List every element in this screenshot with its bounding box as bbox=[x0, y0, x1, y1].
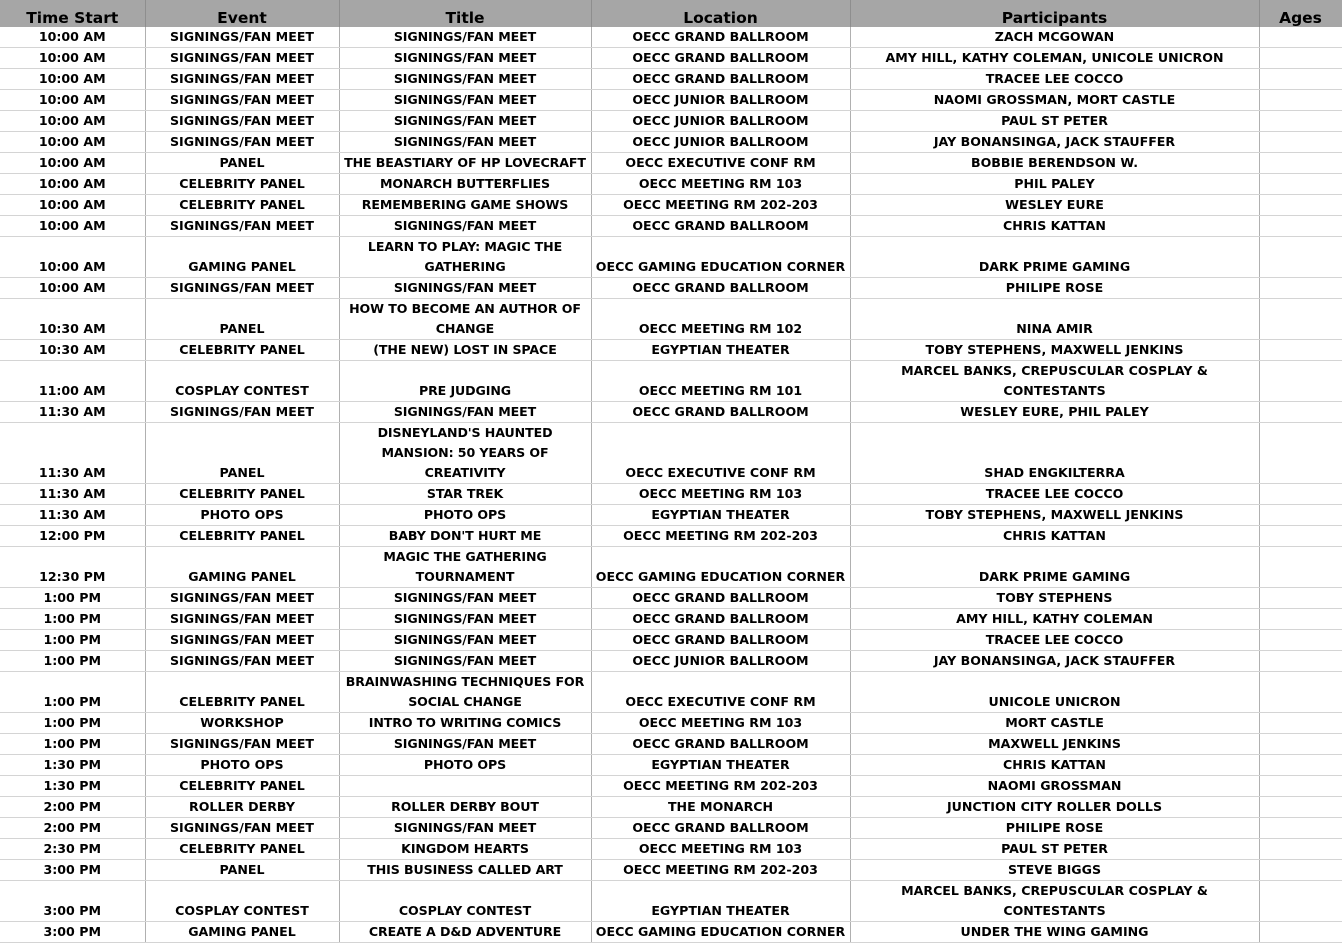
location-cell[interactable]: OECC MEETING RM 101 bbox=[591, 361, 850, 402]
location-cell[interactable]: OECC GAMING EDUCATION CORNER bbox=[591, 547, 850, 588]
location-cell[interactable]: OECC GRAND BALLROOM bbox=[591, 69, 850, 90]
participants-cell[interactable]: WESLEY EURE, PHIL PALEY bbox=[850, 402, 1259, 423]
participants-cell[interactable]: JAY BONANSINGA, JACK STAUFFER bbox=[850, 651, 1259, 672]
time-cell[interactable]: 1:00 PM bbox=[0, 713, 145, 734]
title-cell[interactable]: SIGNINGS/FAN MEET bbox=[339, 278, 591, 299]
location-cell[interactable]: OECC EXECUTIVE CONF RM bbox=[591, 153, 850, 174]
participants-cell[interactable]: MARCEL BANKS, CREPUSCULAR COSPLAY & CONTESTANTS bbox=[850, 361, 1259, 402]
title-cell[interactable]: SIGNINGS/FAN MEET bbox=[339, 609, 591, 630]
participants-cell[interactable]: TRACEE LEE COCCO bbox=[850, 484, 1259, 505]
table-row bbox=[0, 609, 1342, 630]
ages-cell[interactable] bbox=[1259, 526, 1342, 547]
time-cell[interactable]: 10:00 AM bbox=[0, 278, 145, 299]
participants-cell[interactable]: TRACEE LEE COCCO bbox=[850, 630, 1259, 651]
ages-cell[interactable] bbox=[1259, 402, 1342, 423]
col-header-title[interactable]: Title bbox=[339, 0, 591, 27]
event-cell[interactable]: SIGNINGS/FAN MEET bbox=[145, 216, 339, 237]
title-cell[interactable]: STAR TREK bbox=[339, 484, 591, 505]
location-cell[interactable]: OECC JUNIOR BALLROOM bbox=[591, 90, 850, 111]
event-cell[interactable]: SIGNINGS/FAN MEET bbox=[145, 111, 339, 132]
time-cell[interactable]: 10:00 AM bbox=[0, 237, 145, 278]
table-row bbox=[0, 278, 1342, 299]
event-cell[interactable]: SIGNINGS/FAN MEET bbox=[145, 609, 339, 630]
event-cell[interactable]: SIGNINGS/FAN MEET bbox=[145, 69, 339, 90]
time-cell[interactable]: 10:30 AM bbox=[0, 340, 145, 361]
time-cell[interactable]: 10:00 AM bbox=[0, 90, 145, 111]
table-row bbox=[0, 860, 1342, 881]
time-cell[interactable]: 1:00 PM bbox=[0, 630, 145, 651]
title-cell[interactable]: SIGNINGS/FAN MEET bbox=[339, 651, 591, 672]
title-cell[interactable]: (THE NEW) LOST IN SPACE bbox=[339, 340, 591, 361]
title-cell[interactable]: SIGNINGS/FAN MEET bbox=[339, 588, 591, 609]
ages-cell[interactable] bbox=[1259, 547, 1342, 588]
time-cell[interactable]: 1:00 PM bbox=[0, 734, 145, 755]
title-cell[interactable]: SIGNINGS/FAN MEET bbox=[339, 818, 591, 839]
title-cell[interactable]: SIGNINGS/FAN MEET bbox=[339, 27, 591, 48]
participants-cell[interactable]: PHILIPE ROSE bbox=[850, 278, 1259, 299]
ages-cell[interactable] bbox=[1259, 713, 1342, 734]
table-row bbox=[0, 651, 1342, 672]
location-cell[interactable]: OECC JUNIOR BALLROOM bbox=[591, 132, 850, 153]
event-cell[interactable]: GAMING PANEL bbox=[145, 547, 339, 588]
ages-cell[interactable] bbox=[1259, 922, 1342, 943]
participants-cell[interactable]: WESLEY EURE bbox=[850, 195, 1259, 216]
table-row bbox=[0, 776, 1342, 797]
title-cell[interactable]: HOW TO BECOME AN AUTHOR OF CHANGE bbox=[339, 299, 591, 340]
participants-cell[interactable]: NAOMI GROSSMAN bbox=[850, 776, 1259, 797]
table-row bbox=[0, 734, 1342, 755]
title-cell[interactable]: ROLLER DERBY BOUT bbox=[339, 797, 591, 818]
location-cell[interactable]: OECC EXECUTIVE CONF RM bbox=[591, 672, 850, 713]
participants-cell[interactable]: PAUL ST PETER bbox=[850, 111, 1259, 132]
location-cell[interactable]: EGYPTIAN THEATER bbox=[591, 505, 850, 526]
ages-cell[interactable] bbox=[1259, 361, 1342, 402]
time-cell[interactable]: 1:00 PM bbox=[0, 588, 145, 609]
participants-cell[interactable]: UNDER THE WING GAMING bbox=[850, 922, 1259, 943]
ages-cell[interactable] bbox=[1259, 839, 1342, 860]
col-header-location[interactable]: Location bbox=[591, 0, 850, 27]
time-cell[interactable]: 3:00 PM bbox=[0, 860, 145, 881]
table-row bbox=[0, 713, 1342, 734]
event-cell[interactable]: SIGNINGS/FAN MEET bbox=[145, 402, 339, 423]
event-cell[interactable]: SIGNINGS/FAN MEET bbox=[145, 630, 339, 651]
title-cell[interactable]: CREATE A D&D ADVENTURE bbox=[339, 922, 591, 943]
event-cell[interactable]: SIGNINGS/FAN MEET bbox=[145, 27, 339, 48]
time-cell[interactable]: 1:00 PM bbox=[0, 651, 145, 672]
title-cell[interactable]: SIGNINGS/FAN MEET bbox=[339, 69, 591, 90]
event-cell[interactable]: COSPLAY CONTEST bbox=[145, 361, 339, 402]
title-cell[interactable]: MONARCH BUTTERFLIES bbox=[339, 174, 591, 195]
table-row bbox=[0, 630, 1342, 651]
event-cell[interactable]: SIGNINGS/FAN MEET bbox=[145, 651, 339, 672]
title-cell[interactable]: PHOTO OPS bbox=[339, 755, 591, 776]
event-cell[interactable]: SIGNINGS/FAN MEET bbox=[145, 588, 339, 609]
event-cell[interactable]: CELEBRITY PANEL bbox=[145, 195, 339, 216]
title-cell[interactable]: SIGNINGS/FAN MEET bbox=[339, 734, 591, 755]
participants-cell[interactable]: CHRIS KATTAN bbox=[850, 755, 1259, 776]
table-row bbox=[0, 90, 1342, 111]
time-cell[interactable]: 1:30 PM bbox=[0, 776, 145, 797]
event-cell[interactable]: GAMING PANEL bbox=[145, 237, 339, 278]
title-cell[interactable]: SIGNINGS/FAN MEET bbox=[339, 630, 591, 651]
participants-cell[interactable]: PAUL ST PETER bbox=[850, 839, 1259, 860]
table-row bbox=[0, 340, 1342, 361]
table-row bbox=[0, 797, 1342, 818]
ages-cell[interactable] bbox=[1259, 48, 1342, 69]
event-cell[interactable]: PANEL bbox=[145, 423, 339, 484]
ages-cell[interactable] bbox=[1259, 90, 1342, 111]
event-cell[interactable]: SIGNINGS/FAN MEET bbox=[145, 48, 339, 69]
col-header-event[interactable]: Event bbox=[145, 0, 339, 27]
title-cell[interactable]: PRE JUDGING bbox=[339, 361, 591, 402]
ages-cell[interactable] bbox=[1259, 776, 1342, 797]
event-cell[interactable]: PANEL bbox=[145, 153, 339, 174]
ages-cell[interactable] bbox=[1259, 111, 1342, 132]
participants-cell[interactable]: CHRIS KATTAN bbox=[850, 526, 1259, 547]
ages-cell[interactable] bbox=[1259, 153, 1342, 174]
table-row bbox=[0, 299, 1342, 340]
title-cell[interactable]: MAGIC THE GATHERING TOURNAMENT bbox=[339, 547, 591, 588]
title-cell[interactable]: THE BEASTIARY OF HP LOVECRAFT bbox=[339, 153, 591, 174]
schedule-rows bbox=[0, 27, 1342, 943]
table-row bbox=[0, 153, 1342, 174]
event-cell[interactable]: ROLLER DERBY bbox=[145, 797, 339, 818]
ages-cell[interactable] bbox=[1259, 423, 1342, 484]
event-cell[interactable]: CELEBRITY PANEL bbox=[145, 776, 339, 797]
location-cell[interactable]: EGYPTIAN THEATER bbox=[591, 755, 850, 776]
time-cell[interactable]: 1:30 PM bbox=[0, 755, 145, 776]
ages-cell[interactable] bbox=[1259, 505, 1342, 526]
ages-cell[interactable] bbox=[1259, 755, 1342, 776]
time-cell[interactable]: 10:00 AM bbox=[0, 195, 145, 216]
ages-cell[interactable] bbox=[1259, 797, 1342, 818]
ages-cell[interactable] bbox=[1259, 672, 1342, 713]
table-row bbox=[0, 216, 1342, 237]
time-cell[interactable]: 10:00 AM bbox=[0, 153, 145, 174]
location-cell[interactable]: OECC EXECUTIVE CONF RM bbox=[591, 423, 850, 484]
table-row bbox=[0, 237, 1342, 278]
time-cell[interactable]: 11:00 AM bbox=[0, 361, 145, 402]
table-row bbox=[0, 818, 1342, 839]
title-cell[interactable]: LEARN TO PLAY: MAGIC THE GATHERING bbox=[339, 237, 591, 278]
ages-cell[interactable] bbox=[1259, 174, 1342, 195]
table-row bbox=[0, 526, 1342, 547]
table-row bbox=[0, 839, 1342, 860]
participants-cell[interactable]: TOBY STEPHENS, MAXWELL JENKINS bbox=[850, 505, 1259, 526]
time-cell[interactable]: 3:00 PM bbox=[0, 922, 145, 943]
table-row bbox=[0, 588, 1342, 609]
table-row bbox=[0, 111, 1342, 132]
participants-cell[interactable]: AMY HILL, KATHY COLEMAN bbox=[850, 609, 1259, 630]
time-cell[interactable]: 3:00 PM bbox=[0, 881, 145, 922]
time-cell[interactable]: 2:00 PM bbox=[0, 818, 145, 839]
participants-cell[interactable]: ZACH MCGOWAN bbox=[850, 27, 1259, 48]
event-cell[interactable]: CELEBRITY PANEL bbox=[145, 340, 339, 361]
title-cell[interactable]: BABY DON'T HURT ME bbox=[339, 526, 591, 547]
location-cell[interactable]: OECC GAMING EDUCATION CORNER bbox=[591, 237, 850, 278]
ages-cell[interactable] bbox=[1259, 299, 1342, 340]
time-cell[interactable]: 10:00 AM bbox=[0, 69, 145, 90]
participants-cell[interactable]: TRACEE LEE COCCO bbox=[850, 69, 1259, 90]
table-row bbox=[0, 755, 1342, 776]
participants-cell[interactable]: MORT CASTLE bbox=[850, 713, 1259, 734]
participants-cell[interactable]: MARCEL BANKS, CREPUSCULAR COSPLAY & CONTESTANTS bbox=[850, 881, 1259, 922]
ages-cell[interactable] bbox=[1259, 278, 1342, 299]
participants-cell[interactable]: NAOMI GROSSMAN, MORT CASTLE bbox=[850, 90, 1259, 111]
event-cell[interactable]: PHOTO OPS bbox=[145, 505, 339, 526]
ages-cell[interactable] bbox=[1259, 132, 1342, 153]
time-cell[interactable]: 10:00 AM bbox=[0, 111, 145, 132]
participants-cell[interactable]: TOBY STEPHENS bbox=[850, 588, 1259, 609]
location-cell[interactable]: OECC GRAND BALLROOM bbox=[591, 818, 850, 839]
title-cell[interactable]: DISNEYLAND'S HAUNTED MANSION: 50 YEARS OF CREATIVITY bbox=[339, 423, 591, 484]
time-cell[interactable]: 10:00 AM bbox=[0, 48, 145, 69]
table-row bbox=[0, 195, 1342, 216]
participants-cell[interactable]: AMY HILL, KATHY COLEMAN, UNICOLE UNICRON bbox=[850, 48, 1259, 69]
ages-cell[interactable] bbox=[1259, 340, 1342, 361]
participants-cell[interactable]: TOBY STEPHENS, MAXWELL JENKINS bbox=[850, 340, 1259, 361]
ages-cell[interactable] bbox=[1259, 69, 1342, 90]
title-cell[interactable]: THIS BUSINESS CALLED ART bbox=[339, 860, 591, 881]
table-row bbox=[0, 361, 1342, 402]
participants-cell[interactable]: SHAD ENGKILTERRA bbox=[850, 423, 1259, 484]
time-cell[interactable]: 10:30 AM bbox=[0, 299, 145, 340]
location-cell[interactable]: OECC JUNIOR BALLROOM bbox=[591, 651, 850, 672]
location-cell[interactable]: OECC JUNIOR BALLROOM bbox=[591, 111, 850, 132]
event-cell[interactable]: WORKSHOP bbox=[145, 713, 339, 734]
event-cell[interactable]: SIGNINGS/FAN MEET bbox=[145, 818, 339, 839]
table-row bbox=[0, 27, 1342, 48]
table-row bbox=[0, 69, 1342, 90]
participants-cell[interactable]: BOBBIE BERENDSON W. bbox=[850, 153, 1259, 174]
location-cell[interactable]: OECC MEETING RM 202-203 bbox=[591, 526, 850, 547]
location-cell[interactable]: OECC GRAND BALLROOM bbox=[591, 588, 850, 609]
location-cell[interactable]: OECC MEETING RM 202-203 bbox=[591, 776, 850, 797]
participants-cell[interactable]: UNICOLE UNICRON bbox=[850, 672, 1259, 713]
event-cell[interactable]: PANEL bbox=[145, 860, 339, 881]
table-row bbox=[0, 402, 1342, 423]
title-cell[interactable] bbox=[339, 776, 591, 797]
location-cell[interactable]: OECC MEETING RM 103 bbox=[591, 713, 850, 734]
ages-cell[interactable] bbox=[1259, 630, 1342, 651]
title-cell[interactable]: SIGNINGS/FAN MEET bbox=[339, 216, 591, 237]
table-row bbox=[0, 132, 1342, 153]
participants-cell[interactable]: PHILIPE ROSE bbox=[850, 818, 1259, 839]
participants-cell[interactable]: DARK PRIME GAMING bbox=[850, 237, 1259, 278]
time-cell[interactable]: 1:00 PM bbox=[0, 672, 145, 713]
participants-cell[interactable]: PHIL PALEY bbox=[850, 174, 1259, 195]
event-cell[interactable]: PANEL bbox=[145, 299, 339, 340]
col-header-ages[interactable]: Ages bbox=[1259, 0, 1342, 27]
title-cell[interactable]: REMEMBERING GAME SHOWS bbox=[339, 195, 591, 216]
table-row bbox=[0, 547, 1342, 588]
ages-cell[interactable] bbox=[1259, 609, 1342, 630]
title-cell[interactable]: SIGNINGS/FAN MEET bbox=[339, 402, 591, 423]
time-cell[interactable]: 12:30 PM bbox=[0, 547, 145, 588]
time-cell[interactable]: 11:30 AM bbox=[0, 484, 145, 505]
ages-cell[interactable] bbox=[1259, 195, 1342, 216]
title-cell[interactable]: BRAINWASHING TECHNIQUES FOR SOCIAL CHANGE bbox=[339, 672, 591, 713]
event-cell[interactable]: SIGNINGS/FAN MEET bbox=[145, 132, 339, 153]
location-cell[interactable]: OECC GRAND BALLROOM bbox=[591, 734, 850, 755]
location-cell[interactable]: OECC GRAND BALLROOM bbox=[591, 48, 850, 69]
time-cell[interactable]: 2:00 PM bbox=[0, 797, 145, 818]
time-cell[interactable]: 2:30 PM bbox=[0, 839, 145, 860]
event-cell[interactable]: CELEBRITY PANEL bbox=[145, 672, 339, 713]
table-row bbox=[0, 174, 1342, 195]
participants-cell[interactable]: STEVE BIGGS bbox=[850, 860, 1259, 881]
time-cell[interactable]: 12:00 PM bbox=[0, 526, 145, 547]
participants-cell[interactable]: DARK PRIME GAMING bbox=[850, 547, 1259, 588]
title-cell[interactable]: KINGDOM HEARTS bbox=[339, 839, 591, 860]
event-cell[interactable]: CELEBRITY PANEL bbox=[145, 526, 339, 547]
location-cell[interactable]: OECC GRAND BALLROOM bbox=[591, 278, 850, 299]
event-cell[interactable]: CELEBRITY PANEL bbox=[145, 839, 339, 860]
ages-cell[interactable] bbox=[1259, 216, 1342, 237]
event-cell[interactable]: COSPLAY CONTEST bbox=[145, 881, 339, 922]
participants-cell[interactable]: JAY BONANSINGA, JACK STAUFFER bbox=[850, 132, 1259, 153]
ages-cell[interactable] bbox=[1259, 860, 1342, 881]
ages-cell[interactable] bbox=[1259, 651, 1342, 672]
ages-cell[interactable] bbox=[1259, 818, 1342, 839]
title-cell[interactable]: SIGNINGS/FAN MEET bbox=[339, 111, 591, 132]
time-cell[interactable]: 10:00 AM bbox=[0, 174, 145, 195]
title-cell[interactable]: COSPLAY CONTEST bbox=[339, 881, 591, 922]
location-cell[interactable]: OECC MEETING RM 102 bbox=[591, 299, 850, 340]
event-cell[interactable]: PHOTO OPS bbox=[145, 755, 339, 776]
event-cell[interactable]: SIGNINGS/FAN MEET bbox=[145, 90, 339, 111]
event-cell[interactable]: SIGNINGS/FAN MEET bbox=[145, 734, 339, 755]
time-cell[interactable]: 11:30 AM bbox=[0, 402, 145, 423]
time-cell[interactable]: 10:00 AM bbox=[0, 216, 145, 237]
title-cell[interactable]: SIGNINGS/FAN MEET bbox=[339, 48, 591, 69]
time-cell[interactable]: 10:00 AM bbox=[0, 132, 145, 153]
ages-cell[interactable] bbox=[1259, 27, 1342, 48]
table-row bbox=[0, 48, 1342, 69]
time-cell[interactable]: 11:30 AM bbox=[0, 505, 145, 526]
location-cell[interactable]: OECC MEETING RM 202-203 bbox=[591, 860, 850, 881]
participants-cell[interactable]: NINA AMIR bbox=[850, 299, 1259, 340]
location-cell[interactable]: OECC GAMING EDUCATION CORNER bbox=[591, 922, 850, 943]
col-header-participants[interactable]: Participants bbox=[850, 0, 1259, 27]
table-row bbox=[0, 505, 1342, 526]
participants-cell[interactable]: CHRIS KATTAN bbox=[850, 216, 1259, 237]
title-cell[interactable]: INTRO TO WRITING COMICS bbox=[339, 713, 591, 734]
time-cell[interactable]: 11:30 AM bbox=[0, 423, 145, 484]
location-cell[interactable]: OECC GRAND BALLROOM bbox=[591, 216, 850, 237]
location-cell[interactable]: OECC MEETING RM 103 bbox=[591, 484, 850, 505]
table-row bbox=[0, 423, 1342, 484]
ages-cell[interactable] bbox=[1259, 734, 1342, 755]
event-cell[interactable]: CELEBRITY PANEL bbox=[145, 174, 339, 195]
location-cell[interactable]: EGYPTIAN THEATER bbox=[591, 881, 850, 922]
location-cell[interactable]: OECC GRAND BALLROOM bbox=[591, 402, 850, 423]
location-cell[interactable]: OECC GRAND BALLROOM bbox=[591, 609, 850, 630]
participants-cell[interactable]: JUNCTION CITY ROLLER DOLLS bbox=[850, 797, 1259, 818]
time-cell[interactable]: 10:00 AM bbox=[0, 27, 145, 48]
location-cell[interactable]: OECC GRAND BALLROOM bbox=[591, 630, 850, 651]
time-cell[interactable]: 1:00 PM bbox=[0, 609, 145, 630]
table-row bbox=[0, 484, 1342, 505]
title-cell[interactable]: SIGNINGS/FAN MEET bbox=[339, 90, 591, 111]
location-cell[interactable]: OECC MEETING RM 202-203 bbox=[591, 195, 850, 216]
ages-cell[interactable] bbox=[1259, 237, 1342, 278]
ages-cell[interactable] bbox=[1259, 881, 1342, 922]
ages-cell[interactable] bbox=[1259, 588, 1342, 609]
ages-cell[interactable] bbox=[1259, 484, 1342, 505]
header-row bbox=[0, 0, 1342, 27]
title-cell[interactable]: PHOTO OPS bbox=[339, 505, 591, 526]
location-cell[interactable]: OECC MEETING RM 103 bbox=[591, 174, 850, 195]
participants-cell[interactable]: MAXWELL JENKINS bbox=[850, 734, 1259, 755]
table-row bbox=[0, 881, 1342, 922]
location-cell[interactable]: OECC MEETING RM 103 bbox=[591, 839, 850, 860]
location-cell[interactable]: THE MONARCH bbox=[591, 797, 850, 818]
col-header-time-start[interactable]: Time Start bbox=[0, 0, 145, 27]
table-row bbox=[0, 922, 1342, 943]
location-cell[interactable]: OECC GRAND BALLROOM bbox=[591, 27, 850, 48]
location-cell[interactable]: EGYPTIAN THEATER bbox=[591, 340, 850, 361]
table-row bbox=[0, 672, 1342, 713]
event-cell[interactable]: GAMING PANEL bbox=[145, 922, 339, 943]
event-cell[interactable]: SIGNINGS/FAN MEET bbox=[145, 278, 339, 299]
event-cell[interactable]: CELEBRITY PANEL bbox=[145, 484, 339, 505]
title-cell[interactable]: SIGNINGS/FAN MEET bbox=[339, 132, 591, 153]
